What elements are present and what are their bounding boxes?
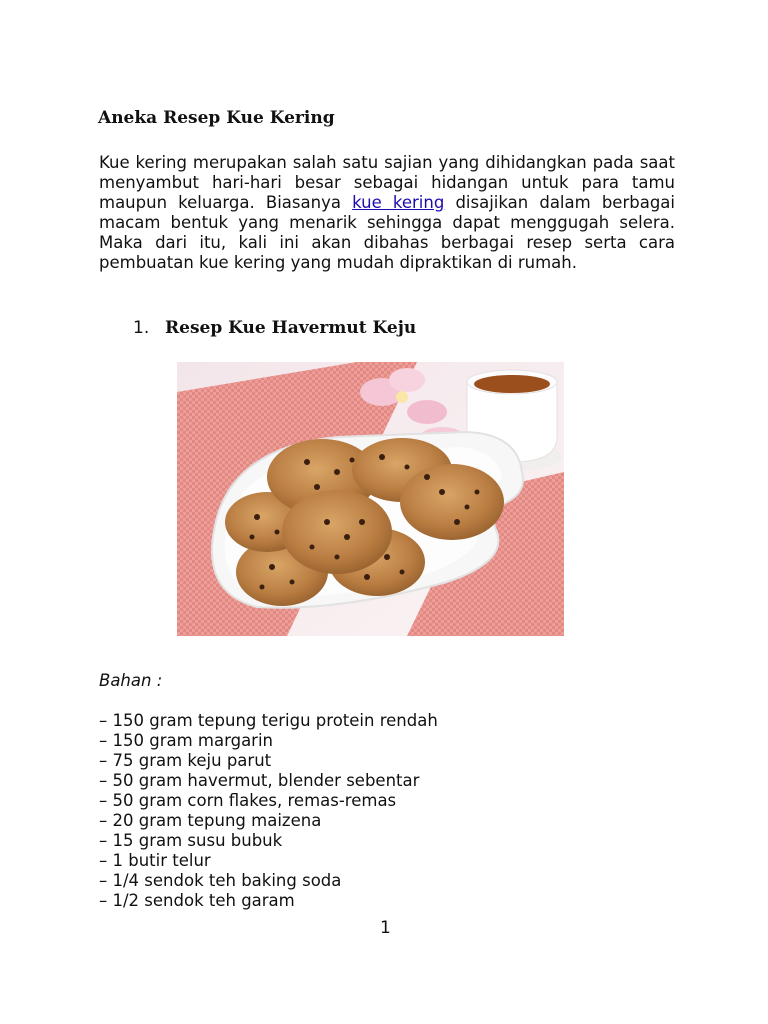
ingredient-item: – 150 gram margarin [99, 731, 274, 750]
ingredient-item: – 15 gram susu bubuk [99, 831, 283, 850]
ingredient-item: – 1/4 sendok teh baking soda [99, 871, 342, 890]
ingredient-item: – 150 gram tepung terigu protein rendah [99, 711, 438, 730]
kue-kering-link[interactable]: kue kering [352, 193, 445, 212]
page-number: 1 [380, 918, 391, 938]
ingredient-item: – 50 gram havermut, blender sebentar [99, 771, 420, 790]
ingredient-item: – 1 butir telur [99, 851, 211, 870]
cookies-photo-image [177, 362, 564, 636]
cookies-photo [177, 362, 564, 636]
intro-paragraph [99, 153, 675, 273]
section-heading [133, 318, 416, 338]
page-title: Aneka Resep Kue Kering [98, 108, 335, 128]
ingredient-item: – 50 gram corn flakes, remas-remas [99, 791, 397, 810]
ingredient-item: – 20 gram tepung maizena [99, 811, 322, 830]
intro-text-after-link: disajikan dalam berbagai macam bentuk yang menarik sehingga dapat menggugah selera. Maka dari itu, kali ini akan dibahas berbagai resep serta cara pembuatan kue kering yang mudah dipraktikan di rumah. [99, 193, 675, 272]
section-number: 1. [133, 318, 150, 338]
ingredient-list [99, 711, 438, 911]
section-title: Resep Kue Havermut Keju [165, 318, 417, 338]
ingredient-item: – 75 gram keju parut [99, 751, 272, 770]
intro-text-before-link: Kue kering merupakan salah satu sajian yang dihidangkan pada saat menyambut hari-hari besar sebagai hidangan untuk para tamu maupun keluarga. Biasanya [99, 153, 675, 212]
ingredient-item: – 1/2 sendok teh garam [99, 891, 295, 910]
bahan-label: Bahan : [99, 671, 163, 690]
